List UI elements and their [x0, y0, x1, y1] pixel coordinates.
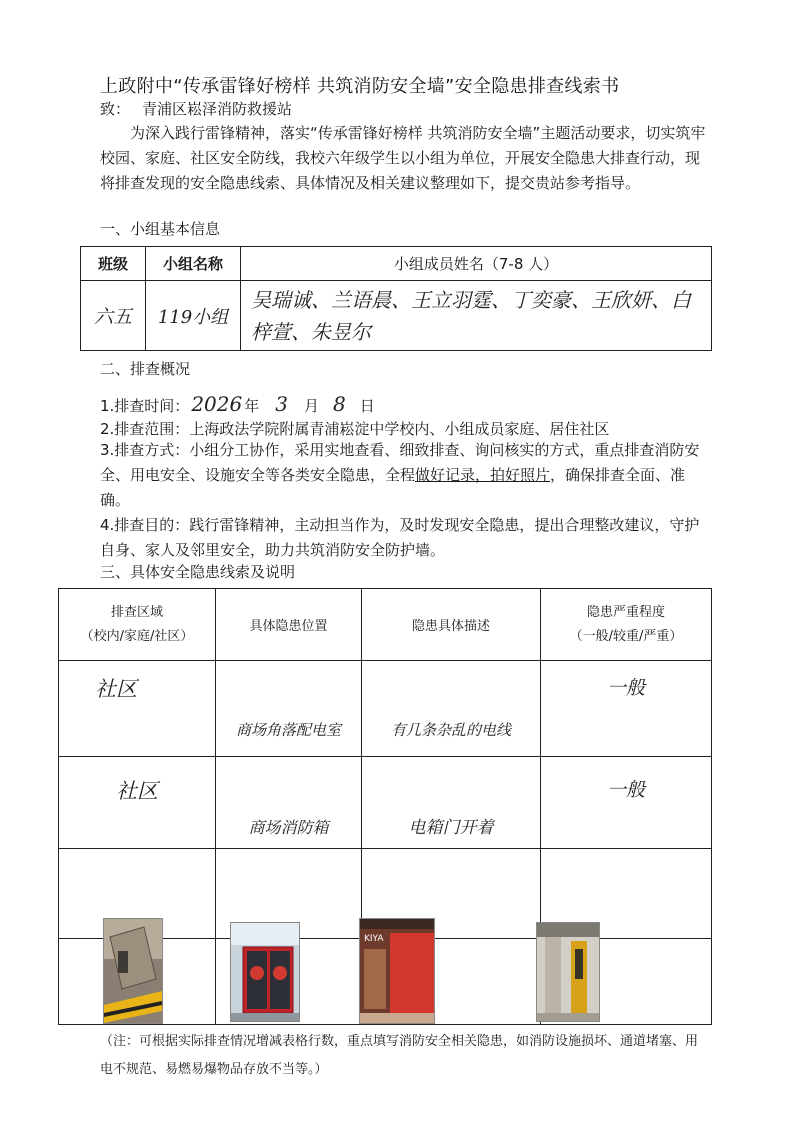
header-group-name: 小组名称	[146, 247, 241, 281]
row2-severity: 一般	[541, 757, 712, 849]
section2-heading: 二、排查概况	[100, 360, 191, 378]
header-severity	[541, 589, 712, 661]
header-description-line1: 隐患具体描述	[411, 619, 490, 634]
group-name-value: 119小组	[146, 281, 241, 351]
header-area-line2: （校内/家庭/社区）	[80, 628, 194, 644]
header-area-line1: 排查区域	[110, 604, 163, 620]
check-method-text-a: 3.排查方式：小组分工协作，采用实地查看、细致排查、询问核实的方式，重点排查消防安全、用电安全、设施安全等各类安全隐患，全程	[100, 441, 700, 484]
header-description	[362, 589, 541, 661]
section3-heading: 三、具体安全隐患线索及说明	[100, 563, 296, 581]
check-purpose: 4.排查目的：践行雷锋精神，主动担当作为，及时发现安全隐患，提出合理整改建议，守护自身、家人及邻里安全，助力共筑消防安全防护墙。	[100, 516, 700, 559]
month-unit: 月	[303, 397, 319, 415]
photo-fire-box-image	[231, 923, 299, 1021]
day-unit: 日	[359, 397, 375, 415]
members-value: 吴瑞诚、兰语晨、王立羽霆、丁奕豪、王欣妍、白梓萱、朱昱尔	[241, 281, 712, 351]
check-time-line	[100, 392, 375, 416]
check-method-text-c: ，确保排查全面、准确。	[100, 466, 686, 509]
row1-area: 社区	[59, 661, 216, 757]
class-value: 六五	[81, 281, 146, 351]
recipient-prefix: 致：	[100, 100, 131, 118]
header-class: 班级	[81, 247, 146, 281]
photo-shop-front-image	[360, 919, 434, 1023]
row1-severity: 一般	[541, 661, 712, 757]
header-location	[216, 589, 362, 661]
photo-electric-box	[536, 922, 600, 1022]
photo-electric-box-image	[537, 923, 599, 1021]
row1-description: 有几条杂乱的电线	[362, 661, 541, 757]
check-time-label: 1.排查时间：	[100, 397, 190, 415]
shop-brand-text: KIYA	[364, 934, 384, 944]
document-title: 上政附中“传承雷锋好榜样 共筑消防安全墙”安全隐患排查线索书	[100, 76, 620, 97]
photo-distribution-room-image	[104, 919, 162, 1023]
footer-note: （注：可根据实际排查情况增减表格行数，重点填写消防安全相关隐患，如消防设施损坏、通道堵塞、用电不规范、易燃易爆物品存放不当等。）	[100, 1034, 699, 1077]
check-day: 8	[332, 392, 346, 416]
row2-location: 商场消防箱	[216, 757, 362, 849]
recipient-name: 青浦区崧泽消防救援站	[142, 100, 293, 118]
photo-distribution-room	[103, 918, 163, 1024]
check-method-text-b: 做好记录，拍好照片	[415, 466, 551, 484]
group-info-table	[80, 246, 712, 351]
row1-location: 商场角落配电室	[216, 661, 362, 757]
recipient-line	[100, 98, 292, 119]
row2-area: 社区	[59, 757, 216, 849]
check-scope: 2.排查范围：上海政法学院附属青浦崧淀中学校内、小组成员家庭、居住社区	[100, 420, 610, 438]
check-method	[100, 438, 712, 513]
photo-shop-front	[359, 918, 435, 1024]
check-year: 2026	[191, 392, 243, 416]
header-area	[59, 589, 216, 661]
header-location-line1: 具体隐患位置	[249, 619, 328, 634]
header-severity-line1: 隐患严重程度	[586, 604, 665, 620]
header-severity-line2: （一般/较重/严重）	[569, 628, 683, 644]
check-month: 3	[275, 392, 288, 416]
intro-paragraph: 为深入践行雷锋精神，落实“传承雷锋好榜样 共筑消防安全墙”主题活动要求，切实筑牢校园、家庭、社区安全防线，我校六年级学生以小组为单位，开展安全隐患大排查行动，现将排查发现的安全隐患线索、具体情况及相关建议整理如下，提交贵站参考指导。	[100, 124, 706, 192]
row2-description: 电箱门开着	[362, 757, 541, 849]
section1-heading: 一、小组基本信息	[100, 220, 221, 238]
year-unit: 年	[244, 397, 260, 415]
header-members: 小组成员姓名（7-8 人）	[241, 247, 712, 281]
photo-fire-box	[230, 922, 300, 1022]
